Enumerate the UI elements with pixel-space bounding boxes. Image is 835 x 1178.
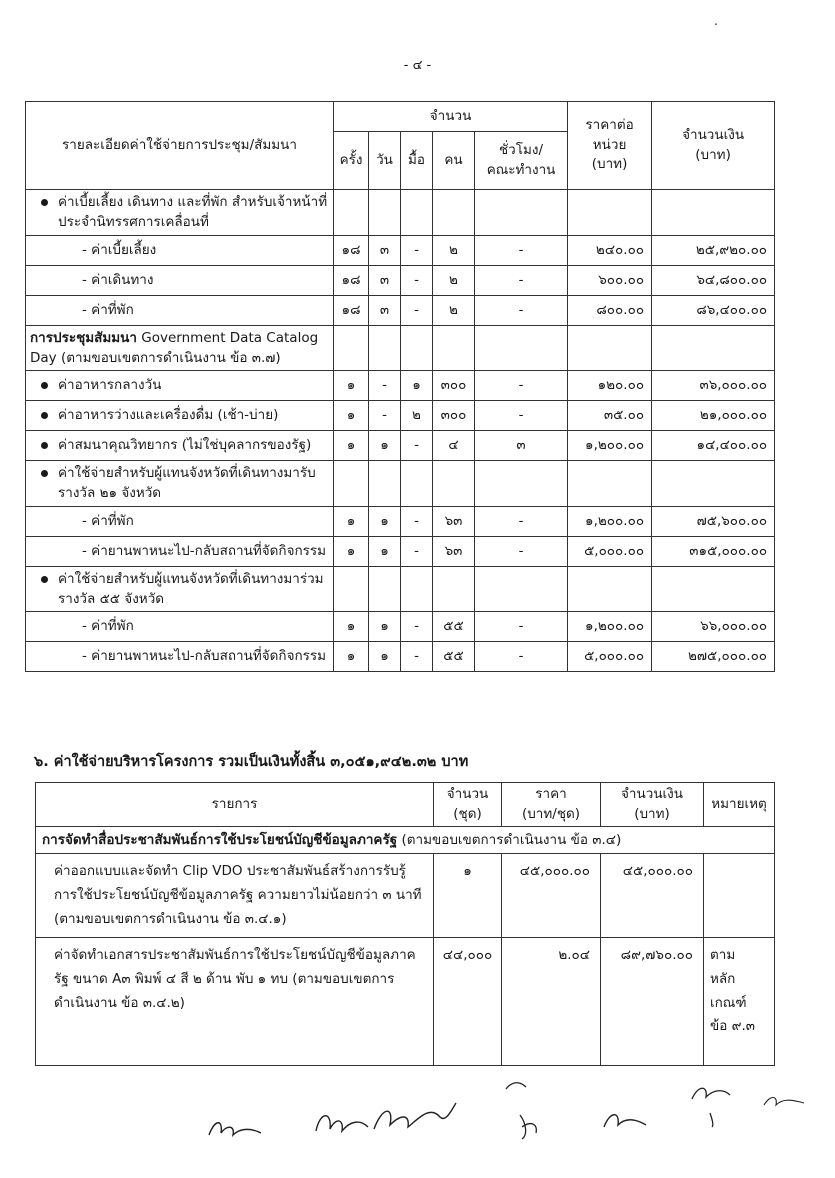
cell-price: ๒๔๐.๐๐ <box>568 235 652 265</box>
table-row <box>26 371 775 401</box>
cell-days: ๑ <box>369 431 401 461</box>
cell-times: ๑๘ <box>334 235 369 265</box>
cell-persons: ๓๐๐ <box>433 371 475 401</box>
table-row <box>26 235 775 265</box>
cell-persons: ๒ <box>433 235 475 265</box>
cell-meals: ๑ <box>401 371 433 401</box>
cell-meals <box>401 190 433 236</box>
row-label: - ค่าเดินทาง <box>26 265 334 295</box>
t2-amount: ๔๕,๐๐๐.๐๐ <box>601 854 704 938</box>
table-row <box>26 265 775 295</box>
cell-times <box>334 325 369 371</box>
cell-amount <box>652 190 775 236</box>
cell-meals <box>401 325 433 371</box>
cell-meals: - <box>401 431 433 461</box>
signature-7 <box>760 1089 810 1113</box>
cell-days <box>369 566 401 612</box>
table-row <box>26 566 775 612</box>
t2-note <box>704 854 775 938</box>
cell-persons: ๖๓ <box>433 536 475 566</box>
cell-hours <box>475 190 568 236</box>
cell-hours: ๓ <box>475 431 568 461</box>
row-label <box>26 461 334 507</box>
cell-meals: - <box>401 642 433 672</box>
cell-hours <box>475 461 568 507</box>
cell-meals <box>401 566 433 612</box>
cell-hours: - <box>475 371 568 401</box>
cell-amount: ๒๑,๐๐๐.๐๐ <box>652 401 775 431</box>
cell-days: ๑ <box>369 642 401 672</box>
t2-price: ๒.๐๔ <box>502 938 601 1066</box>
cell-hours: - <box>475 235 568 265</box>
cell-times: ๑ <box>334 506 369 536</box>
cell-days: ๓ <box>369 265 401 295</box>
t2-header-note: หมายเหตุ <box>704 783 775 827</box>
table-row <box>26 461 775 507</box>
cell-meals: - <box>401 295 433 325</box>
table-row <box>26 190 775 236</box>
meeting-expense-rows <box>26 190 775 672</box>
table-row <box>26 325 775 371</box>
bullet-label: ค่าใช้จ่ายสำหรับผู้แทนจังหวัดที่เดินทางมารับรางวัล ๒๑ จังหวัด <box>30 463 329 504</box>
cell-price: ๕,๐๐๐.๐๐ <box>568 642 652 672</box>
row-label: - ค่ายานพาหนะไป-กลับสถานที่จัดกิจกรรม <box>26 642 334 672</box>
cell-times: ๑ <box>334 401 369 431</box>
header-hours: ชั่วโมง/ คณะทำงาน <box>475 132 568 190</box>
row-label <box>26 431 334 461</box>
cell-persons: ๓๐๐ <box>433 401 475 431</box>
cell-amount: ๑๔,๔๐๐.๐๐ <box>652 431 775 461</box>
bullet-label: ค่าเบี้ยเลี้ยง เดินทาง และที่พัก สำหรับเจ้าหน้าที่ประจำนิทรรศการเคลื่อนที่ <box>30 192 329 233</box>
cell-amount: ๓๖,๐๐๐.๐๐ <box>652 371 775 401</box>
table-row <box>26 506 775 536</box>
cell-hours: - <box>475 642 568 672</box>
signature-area <box>0 1065 835 1165</box>
cell-amount <box>652 566 775 612</box>
signature-4 <box>500 1075 550 1145</box>
cell-days: ๓ <box>369 295 401 325</box>
cell-days: - <box>369 371 401 401</box>
table-row <box>26 401 775 431</box>
cell-persons <box>433 190 475 236</box>
cell-days: ๓ <box>369 235 401 265</box>
admin-expense-table <box>35 782 775 1066</box>
header-persons: คน <box>433 132 475 190</box>
cell-meals: - <box>401 536 433 566</box>
section-6-title: ๖. ค่าใช้จ่ายบริหารโครงการ รวมเป็นเงินทั้งสิ้น ๓,๐๕๑,๙๔๒.๓๒ บาท <box>34 754 469 770</box>
header-days: วัน <box>369 132 401 190</box>
cell-price: ๑,๒๐๐.๐๐ <box>568 431 652 461</box>
header-detail: รายละเอียดค่าใช้จ่ายการประชุม/สัมมนา <box>26 102 334 190</box>
cell-persons: ๖๓ <box>433 506 475 536</box>
t2-price: ๔๕,๐๐๐.๐๐ <box>502 854 601 938</box>
row-label: - ค่าเบี้ยเลี้ยง <box>26 235 334 265</box>
cell-meals <box>401 461 433 507</box>
row-label <box>26 566 334 612</box>
cell-amount: ๒๕,๙๒๐.๐๐ <box>652 235 775 265</box>
cell-hours: - <box>475 295 568 325</box>
cell-amount: ๘๖,๔๐๐.๐๐ <box>652 295 775 325</box>
cell-days: ๑ <box>369 612 401 642</box>
cell-price <box>568 566 652 612</box>
page-dot: . <box>714 14 718 28</box>
cell-price <box>568 325 652 371</box>
cell-times: ๑ <box>334 431 369 461</box>
row-label: - ค่าที่พัก <box>26 506 334 536</box>
cell-meals: - <box>401 612 433 642</box>
cell-days <box>369 190 401 236</box>
cell-persons: ๒ <box>433 295 475 325</box>
cell-persons: ๔ <box>433 431 475 461</box>
cell-hours: - <box>475 265 568 295</box>
row-label <box>26 325 334 371</box>
cell-price: ๘๐๐.๐๐ <box>568 295 652 325</box>
cell-amount: ๖๖,๐๐๐.๐๐ <box>652 612 775 642</box>
row-label: - ค่ายานพาหนะไป-กลับสถานที่จัดกิจกรรม <box>26 536 334 566</box>
table-row <box>26 642 775 672</box>
signature-3 <box>370 1095 460 1139</box>
t2-qty: ๔๔,๐๐๐ <box>434 938 502 1066</box>
cell-amount: ๒๗๕,๐๐๐.๐๐ <box>652 642 775 672</box>
table-row <box>26 612 775 642</box>
cell-days: - <box>369 401 401 431</box>
cell-meals: - <box>401 235 433 265</box>
cell-days <box>369 461 401 507</box>
header-times: ครั้ง <box>334 132 369 190</box>
page-number: - ๔ - <box>403 58 432 73</box>
cell-times: ๑ <box>334 642 369 672</box>
cell-price: ๑๒๐.๐๐ <box>568 371 652 401</box>
signature-1 <box>205 1115 265 1145</box>
signature-5 <box>600 1103 650 1137</box>
signature-2 <box>312 1105 372 1139</box>
cell-price: ๑,๒๐๐.๐๐ <box>568 506 652 536</box>
cell-hours <box>475 325 568 371</box>
header-unit-price: ราคาต่อ หน่วย (บาท) <box>568 102 652 190</box>
cell-times: ๑๘ <box>334 265 369 295</box>
t2-group-row <box>36 827 775 854</box>
t2-header-amount: จำนวนเงิน (บาท) <box>601 783 704 827</box>
t2-item: ค่าจัดทำเอกสารประชาสัมพันธ์การใช้ประโยชน์บัญชีข้อมูลภาครัฐ ขนาด A๓ พิมพ์ ๔ สี ๒ ด้าน พับ ๑ ทบ (ตามขอบเขตการดำเนินงาน ข้อ ๓.๔.๒) <box>36 938 434 1066</box>
t2-header-item: รายการ <box>36 783 434 827</box>
t2-note: ตาม หลักเกณฑ์ ข้อ ๙.๓ <box>704 938 775 1066</box>
meeting-expense-table <box>25 101 775 672</box>
cell-persons <box>433 325 475 371</box>
bullet-label: ค่าอาหารกลางวัน <box>30 375 329 395</box>
row-label: - ค่าที่พัก <box>26 295 334 325</box>
cell-price <box>568 461 652 507</box>
cell-days: ๑ <box>369 506 401 536</box>
table-row <box>36 938 775 1066</box>
row-label <box>26 401 334 431</box>
cell-price: ๑,๒๐๐.๐๐ <box>568 612 652 642</box>
header-quantity: จำนวน <box>334 102 568 132</box>
cell-amount: ๖๔,๘๐๐.๐๐ <box>652 265 775 295</box>
cell-times <box>334 566 369 612</box>
cell-times <box>334 461 369 507</box>
cell-amount <box>652 461 775 507</box>
cell-persons: ๕๕ <box>433 612 475 642</box>
header-meals: มื้อ <box>401 132 433 190</box>
cell-price: ๓๕.๐๐ <box>568 401 652 431</box>
cell-times: ๑ <box>334 612 369 642</box>
cell-times: ๑ <box>334 536 369 566</box>
cell-price: ๕,๐๐๐.๐๐ <box>568 536 652 566</box>
group-label-bold: การประชุมสัมมนา <box>30 329 137 346</box>
t2-group-bold: การจัดทำสื่อประชาสัมพันธ์การใช้ประโยชน์บัญชีข้อมูลภาครัฐ <box>42 832 398 849</box>
t2-group-label <box>36 827 775 854</box>
cell-days <box>369 325 401 371</box>
cell-persons <box>433 461 475 507</box>
table-row <box>36 854 775 938</box>
cell-days: ๑ <box>369 536 401 566</box>
table-row <box>26 431 775 461</box>
bullet-label: ค่าอาหารว่างและเครื่องดื่ม (เช้า-บ่าย) <box>30 405 329 425</box>
cell-meals: ๒ <box>401 401 433 431</box>
t2-item: ค่าออกแบบและจัดทำ Clip VDO ประชาสัมพันธ์สร้างการรับรู้การใช้ประโยชน์บัญชีข้อมูลภาครัฐ ความยาวไม่น้อยกว่า ๓ นาที (ตามขอบเขตการดำเนินงาน ข้อ ๓.๔.๑) <box>36 854 434 938</box>
cell-hours <box>475 566 568 612</box>
table-row <box>26 536 775 566</box>
cell-meals: - <box>401 265 433 295</box>
cell-amount: ๗๕,๖๐๐.๐๐ <box>652 506 775 536</box>
cell-amount: ๓๑๕,๐๐๐.๐๐ <box>652 536 775 566</box>
header-amount: จำนวนเงิน (บาท) <box>652 102 775 190</box>
t2-group-rest: (ตามขอบเขตการดำเนินงาน ข้อ ๓.๔) <box>397 832 622 849</box>
bullet-label: ค่าสมนาคุณวิทยากร (ไม่ใช่บุคลากรของรัฐ) <box>30 435 329 455</box>
cell-price <box>568 190 652 236</box>
cell-amount <box>652 325 775 371</box>
cell-hours: - <box>475 506 568 536</box>
cell-meals: - <box>401 506 433 536</box>
table-row <box>26 295 775 325</box>
signature-6 <box>686 1079 736 1129</box>
cell-persons: ๒ <box>433 265 475 295</box>
cell-times: ๑๘ <box>334 295 369 325</box>
cell-persons <box>433 566 475 612</box>
t2-header-price: ราคา (บาท/ชุด) <box>502 783 601 827</box>
t2-qty: ๑ <box>434 854 502 938</box>
cell-times <box>334 190 369 236</box>
cell-hours: - <box>475 536 568 566</box>
group-label: Government Data Catalog Day (ตามขอบเขตการดำเนินงาน ข้อ ๓.๗) <box>30 329 319 366</box>
bullet-label: ค่าใช้จ่ายสำหรับผู้แทนจังหวัดที่เดินทางมาร่วมรางวัล ๕๕ จังหวัด <box>30 569 329 610</box>
row-label: - ค่าที่พัก <box>26 612 334 642</box>
t2-header-qty: จำนวน (ชุด) <box>434 783 502 827</box>
row-label <box>26 371 334 401</box>
t2-amount: ๘๙,๗๖๐.๐๐ <box>601 938 704 1066</box>
cell-hours: - <box>475 612 568 642</box>
cell-price: ๖๐๐.๐๐ <box>568 265 652 295</box>
cell-times: ๑ <box>334 371 369 401</box>
cell-hours: - <box>475 401 568 431</box>
cell-persons: ๕๕ <box>433 642 475 672</box>
row-label <box>26 190 334 236</box>
